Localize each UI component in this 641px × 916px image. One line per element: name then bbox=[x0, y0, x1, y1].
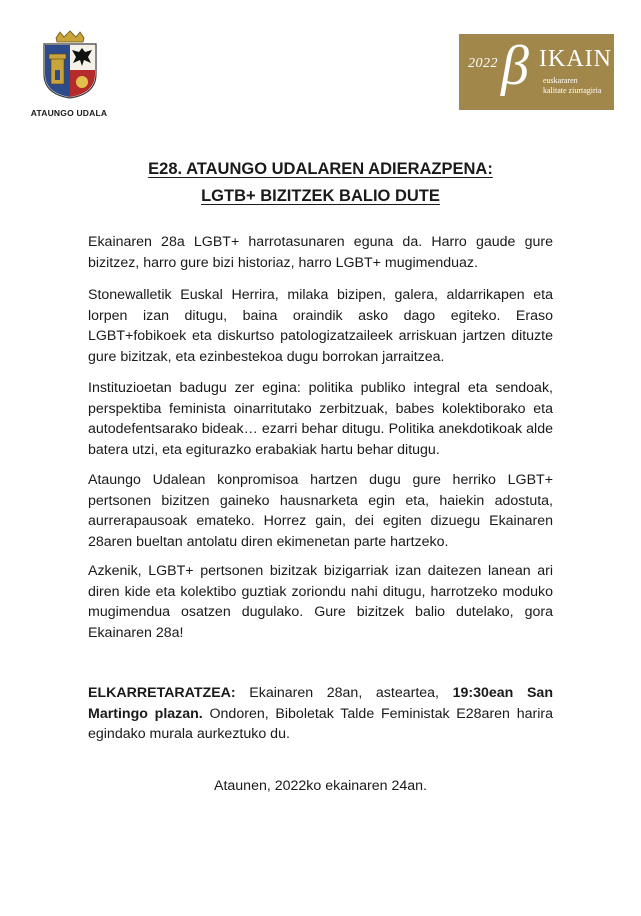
bikain-badge-logo bbox=[459, 34, 614, 110]
closing-date-line: Ataunen, 2022ko ekainaren 24an. bbox=[214, 778, 427, 794]
paragraph-text: Ataungo Udalean konpromisoa hartzen dugu gure herriko LGBT+ pertsonen bizitzen gaineko hausnarketa egin eta, haiekin adostuta, aurrerapausoak emateko. Horrez gain, dei egiten dizuegu Ekainaren 28aren bueltan antolatu diren ekimenetan parte hartzeko. bbox=[88, 472, 553, 550]
paragraph bbox=[88, 232, 553, 273]
badge-brand: IKAIN bbox=[539, 46, 612, 72]
paragraph bbox=[88, 285, 553, 367]
document-title-line-1: E28. ATAUNGO UDALAREN ADIERAZPENA: bbox=[148, 160, 493, 178]
paragraph bbox=[88, 470, 553, 552]
badge-b-glyph-icon: β bbox=[501, 35, 529, 97]
paragraph bbox=[88, 378, 553, 460]
event-label: ELKARRETARATZEA: bbox=[88, 685, 236, 701]
event-time-place: 19:30ean San Martingo plazan. bbox=[88, 685, 553, 722]
event-announcement bbox=[88, 683, 553, 745]
paragraph-text: Azkenik, LGBT+ pertsonen bizitzak bizigarriak izan daitezen lanean ari diren kide eta kolektibo guztiak zoriondu nahi ditugu, harrotzeko moduko mugimendua osatzen dugulako. Gure bizitzek balio dutelako, gora Ekainaren 28a! bbox=[88, 563, 553, 641]
paragraph bbox=[88, 561, 553, 643]
badge-subtitle-1: euskararen bbox=[543, 76, 578, 85]
badge-year: 2022 bbox=[468, 56, 498, 71]
crest-caption: ATAUNGO UDALA bbox=[30, 108, 108, 118]
event-text bbox=[88, 683, 553, 745]
paragraph-text: Stonewalletik Euskal Herrira, milaka bizipen, galera, aldarrikapen eta lorpen izan ditugu, baina oraindik asko dago egiteko. Eraso LGBT+fobikoek eta diskurtso patologizatzaileek arriskuan jartzen dituzte gure bizitzak, eta ezinbestekoa dugu borrokan jarraitzea. bbox=[88, 287, 553, 365]
paragraph-text: Ekainaren 28a LGBT+ harrotasunaren eguna da. Harro gaude gure bizitzez, harro gure bizi historiaz, harro LGBT+ mugimenduaz. bbox=[88, 234, 553, 271]
badge-subtitle-2: kalitate ziurtagiria bbox=[543, 86, 602, 95]
coat-of-arms-logo bbox=[38, 30, 102, 100]
event-date: Ekainaren 28an, asteartea, bbox=[235, 685, 453, 701]
event-details: Ondoren, Biboletak Talde Feministak E28aren harira egindako murala aurkeztuko du. bbox=[88, 705, 553, 743]
paragraph-text: Instituzioetan badugu zer egina: politika publiko integral eta sendoak, perspektiba feminista oinarritutako zerbitzuak, babes kolektiborako eta autodefentsarako bideak… ezarri behar ditugu. Politika anekdotikoak alde batera utzi, eta egiturazko erabakiak hartu behar ditugu. bbox=[88, 380, 553, 458]
document-title-line-2: LGTB+ BIZITZEK BALIO DUTE bbox=[201, 187, 440, 205]
